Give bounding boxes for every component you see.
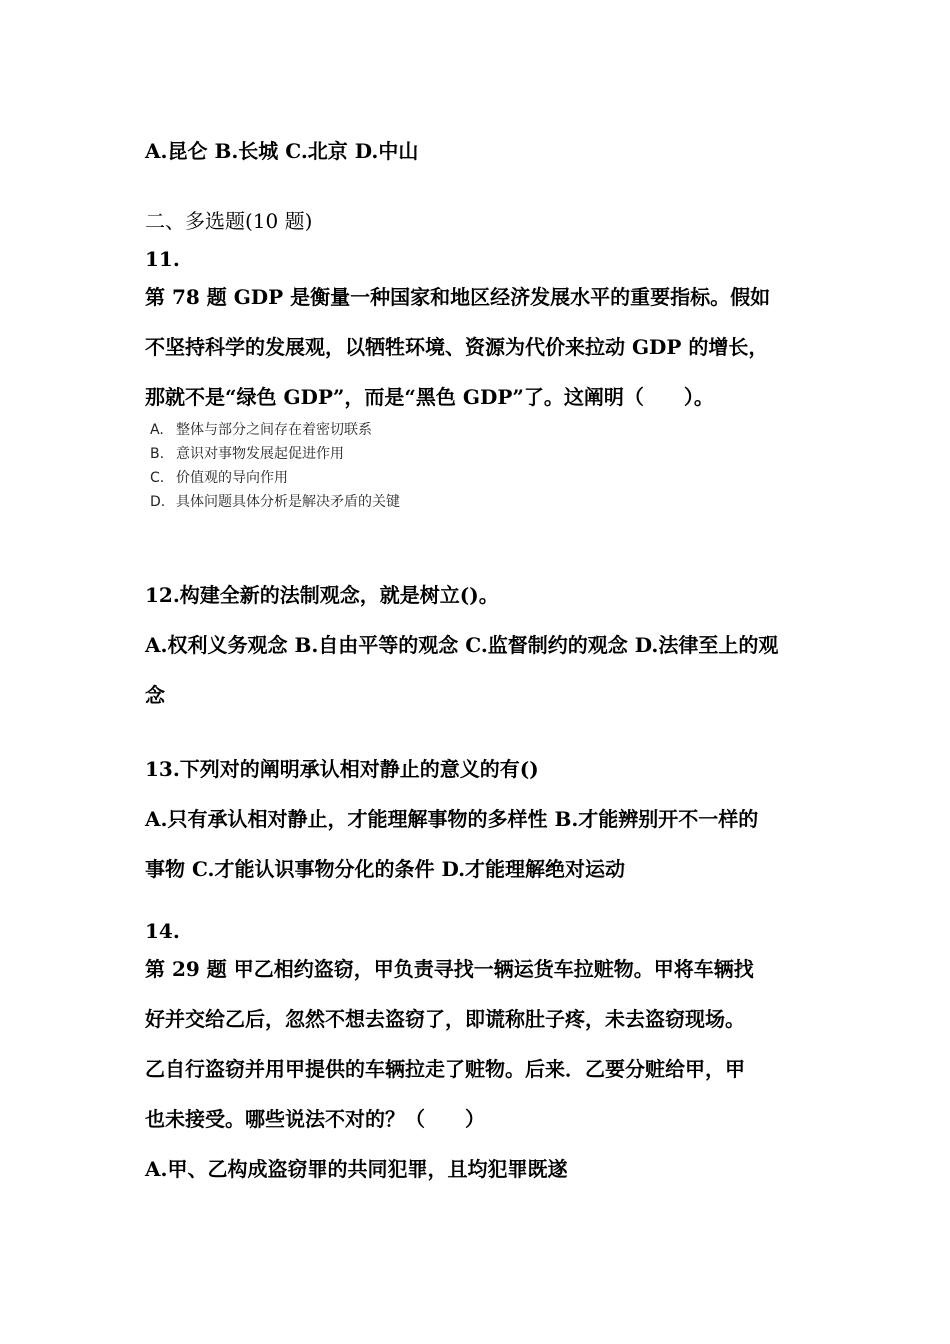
q11-options [150,418,400,514]
q11-option-a [150,418,400,442]
q14-number: 14. [145,919,180,943]
q10-options: A.昆仑 B.长城 C.北京 D.中山 [145,139,419,163]
q12-stem: 12.构建全新的法制观念，就是树立()。 [145,583,499,607]
option-text: 整体与部分之间存在着密切联系 [176,422,372,438]
option-letter: C. [150,470,165,486]
q14-stem-line-3: 乙自行盗窃并用甲提供的车辆拉走了赃物。后来．乙要分赃给甲，甲 [145,1057,745,1081]
option-letter: B. [150,446,165,462]
q12-options-line-2: 念 [145,683,165,707]
q13-stem: 13.下列对的阐明承认相对静止的意义的有() [145,757,539,781]
q12-options-line-1: A.权利义务观念 B.自由平等的观念 C.监督制约的观念 D.法律至上的观 [145,633,779,657]
q11-stem-line-3: 那就不是“绿色 GDP”，而是“黑色 GDP”了。这阐明（ ）。 [145,385,714,409]
q11-option-d [150,490,400,514]
option-text: 意识对事物发展起促进作用 [176,446,344,462]
q11-option-b [150,442,400,466]
q14-stem-line-4: 也未接受。哪些说法不对的？（ ） [145,1107,485,1131]
option-letter: D. [150,494,166,510]
option-text: 价值观的导向作用 [176,470,288,486]
q13-options-line-2: 事物 C.才能认识事物分化的条件 D.才能理解绝对运动 [145,857,626,881]
q11-stem-line-1: 第 78 题 GDP 是衡量一种国家和地区经济发展水平的重要指标。假如 [145,285,771,309]
q14-option-a: A.甲、乙构成盗窃罪的共同犯罪，且均犯罪既遂 [145,1157,568,1181]
option-text: 具体问题具体分析是解决矛盾的关键 [176,494,400,510]
section-header: 二、多选题(10 题) [145,209,313,233]
q11-number: 11. [145,247,180,271]
q13-options-line-1: A.只有承认相对静止，才能理解事物的多样性 B.才能辨别开不一样的 [145,807,759,831]
q11-stem-line-2: 不坚持科学的发展观，以牺牲环境、资源为代价来拉动 GDP 的增长， [145,335,769,359]
q14-stem-line-2: 好并交给乙后，忽然不想去盗窃了，即谎称肚子疼，未去盗窃现场。 [145,1007,745,1031]
q14-stem-line-1: 第 29 题 甲乙相约盗窃，甲负责寻找一辆运货车拉赃物。甲将车辆找 [145,957,754,981]
q11-option-c [150,466,400,490]
option-letter: A. [150,422,164,438]
